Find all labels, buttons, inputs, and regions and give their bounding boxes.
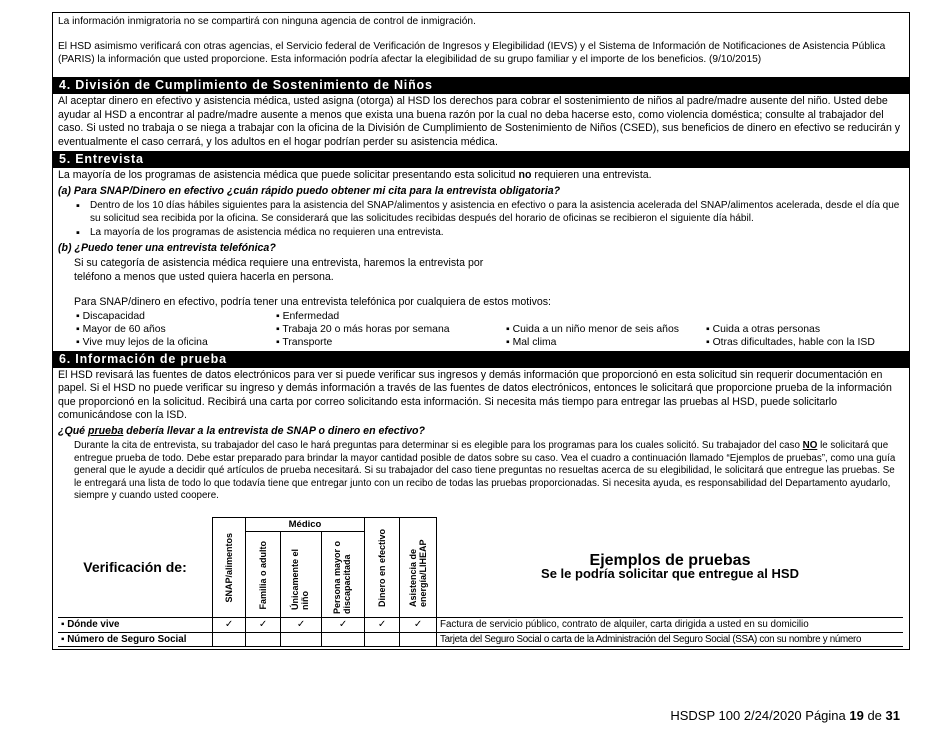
col-snap: SNAP/alimentos	[224, 532, 234, 603]
section-5-header: 5. Entrevista	[53, 151, 909, 168]
check-cell	[281, 632, 322, 647]
list-item: ▪ Dentro de los 10 días hábiles siguientes para la asistencia del SNAP/alimentos y asistencia en efectivo o para la asistencia acelerada del SNAP/alimentos acelerada, desde el día que su solicitud sea recibida por la oficina. Se considerará que las solicitudes recibidas después del horario de oficinas se recibieron el siguiente día hábil.	[76, 200, 903, 225]
list-item: ▪ Mal clima	[506, 336, 706, 349]
list-item: ▪ Discapacidad	[76, 310, 276, 323]
section-6-header: 6. Información de prueba	[53, 351, 909, 368]
col-dinero: Dinero en efectivo	[377, 528, 387, 607]
check-cell	[246, 632, 281, 647]
list-item: ▪ Vive muy lejos de la oficina	[76, 336, 276, 349]
row-label: ▪ Número de Seguro Social	[58, 632, 213, 647]
section-6-body	[53, 368, 909, 650]
phone-interview-note: Si su categoría de asistencia médica requiere una entrevista, haremos la entrevista por teléfono a menos que usted quiera hacerla en persona.	[74, 257, 484, 283]
list-item: ▪ Mayor de 60 años	[76, 323, 276, 336]
list-item: ▪ Cuida a otras personas	[706, 323, 906, 336]
proof-question: ¿Qué prueba debería llevar a la entrevista de SNAP o dinero en efectivo?	[58, 424, 425, 437]
intro-block	[53, 13, 909, 69]
question-b: (b) ¿Puedo tener una entrevista telefónica?	[58, 241, 276, 254]
list-item: ▪ Enfermedad	[276, 310, 506, 323]
examples-header: Ejemplos de pruebas Se le podría solicitar que entregue al HSD	[437, 517, 904, 618]
check-cell	[213, 632, 246, 647]
list-item: ▪ Trabaja 20 o más horas por semana	[276, 323, 506, 336]
question-a-list	[76, 200, 903, 240]
list-item: ▪ Cuida a un niño menor de seis años	[506, 323, 706, 336]
reasons-list	[58, 310, 903, 349]
verification-table	[58, 517, 903, 648]
check-cell: ✓	[246, 618, 281, 633]
section-5-body	[53, 168, 909, 351]
section-4-header: 4. División de Cumplimiento de Sostenimiento de Niños	[53, 77, 909, 94]
check-cell: ✓	[400, 618, 437, 633]
verification-note: El HSD asimismo verificará con otras agencias, el Servicio federal de Verificación de Ingresos y Elegibilidad (IEVS) y el Sistema de Información de Notificaciones de Asistencia Pública (PARIS) la información que usted proporcione. Esta información podría afectar la elegibilidad de su grupo familiar y el importe de los beneficios. (9/10/2015)	[58, 41, 886, 65]
col-liheap: Asistencia de energía/LIHEAP	[408, 539, 428, 607]
check-cell	[365, 632, 400, 647]
reasons-intro: Para SNAP/dinero en efectivo, podría tener una entrevista telefónica por cualquiera de estos motivos:	[74, 296, 551, 308]
col-nino: Únicamente el niño	[290, 548, 310, 610]
col-familia: Familia o adulto	[258, 540, 268, 610]
col-medico: Médico	[246, 517, 365, 532]
section-5-intro: La mayoría de los programas de asistencia médica que puede solicitar presentando esta solicitud no requieren una entrevista.	[58, 169, 652, 181]
section-6-intro: El HSD revisará las fuentes de datos electrónicos para ver si puede verificar sus ingresos y demás información que proporcionó en esta solicitud sin requerir documentación en papel. Si el HSD no puede verificar su ingreso y demás información a través de las fuentes de datos electrónicos, entonces le solicitará que proporcione prueba de la información que proporcionó en la solicitud. Recibirá una carta por correo solicitando esta información. Si necesita más tiempo para entregar las pruebas al HSD, puede solicitarlo comunicándose con la ISD.	[58, 368, 892, 421]
section-4-body: Al aceptar dinero en efectivo y asistencia médica, usted asigna (otorga) al HSD los derechos para cobrar el sostenimiento de niños al padre/madre ausente del niño. Usted debe ayudar al HSD a encontrar al padre/madre ausente a menos que exista una buena razón por la cual no deba hacerse esto, como violencia doméstica; consulte al trabajador del caso. Si usted no trabaja o se niega a trabajar con la oficina de la División de Cumplimiento de Sostenimiento de Niños (CSED), sus beneficios de dinero en efectivo se reducirán y eventualmente el caso cerrará, y los adultos en el hogar podrían perder su asistencia médica.	[58, 95, 901, 148]
page-footer: HSDSP 100 2/24/2020 Página 19 de 31	[670, 708, 900, 723]
verification-label: Verificación de:	[58, 517, 213, 618]
check-cell: ✓	[281, 618, 322, 633]
check-cell	[400, 632, 437, 647]
question-a: (a) Para SNAP/Dinero en efectivo ¿cuán rápido puedo obtener mi cita para la entrevista obligatoria?	[58, 184, 561, 197]
list-item: ▪ Transporte	[276, 336, 506, 349]
check-cell: ✓	[365, 618, 400, 633]
col-mayor: Persona mayor o discapacitada	[332, 540, 352, 614]
check-cell: ✓	[213, 618, 246, 633]
row-label: ▪ Dónde vive	[58, 618, 213, 633]
check-cell	[322, 632, 365, 647]
example-cell: Factura de servicio público, contrato de alquiler, carta dirigida a usted en su domicilio	[437, 618, 904, 633]
example-cell: Tarjeta del Seguro Social o carta de la Administración del Seguro Social (SSA) con su nombre y número	[437, 632, 904, 647]
immigration-note: La información inmigratoria no se compartirá con ninguna agencia de control de inmigración.	[58, 16, 476, 27]
table-row	[58, 618, 903, 633]
check-cell: ✓	[322, 618, 365, 633]
list-item: ▪ Otras dificultades, hable con la ISD	[706, 336, 906, 349]
table-row	[58, 632, 903, 647]
proof-explanation: Durante la cita de entrevista, su trabajador del caso le hará preguntas para determinar si es elegible para los programas para los cuales solicitó. Su trabajador del caso NO le solicitará que entregue prueba de todo. Debe estar preparado para brindar la mayor cantidad posible de datos sobre su caso. Vea el cuadro a continuación llamado “Ejemplos de pruebas”, como una guía general que le ayude a decidir qué artículos de prueba necesitará. Si su trabajador del caso tiene preguntas no resueltas acerca de su elegibilidad, le solicitará que entregue las pruebas. Se le entregará una lista de todo lo que todavía tiene que entregar junto con un recibo de todas las pruebas proporcionadas. Si necesita ayuda, es responsabilidad del Departamento ayudarlo, siempre y cuando usted coopere.	[74, 440, 896, 502]
list-item: ▪ La mayoría de los programas de asistencia médica no requieren una entrevista.	[76, 227, 903, 240]
